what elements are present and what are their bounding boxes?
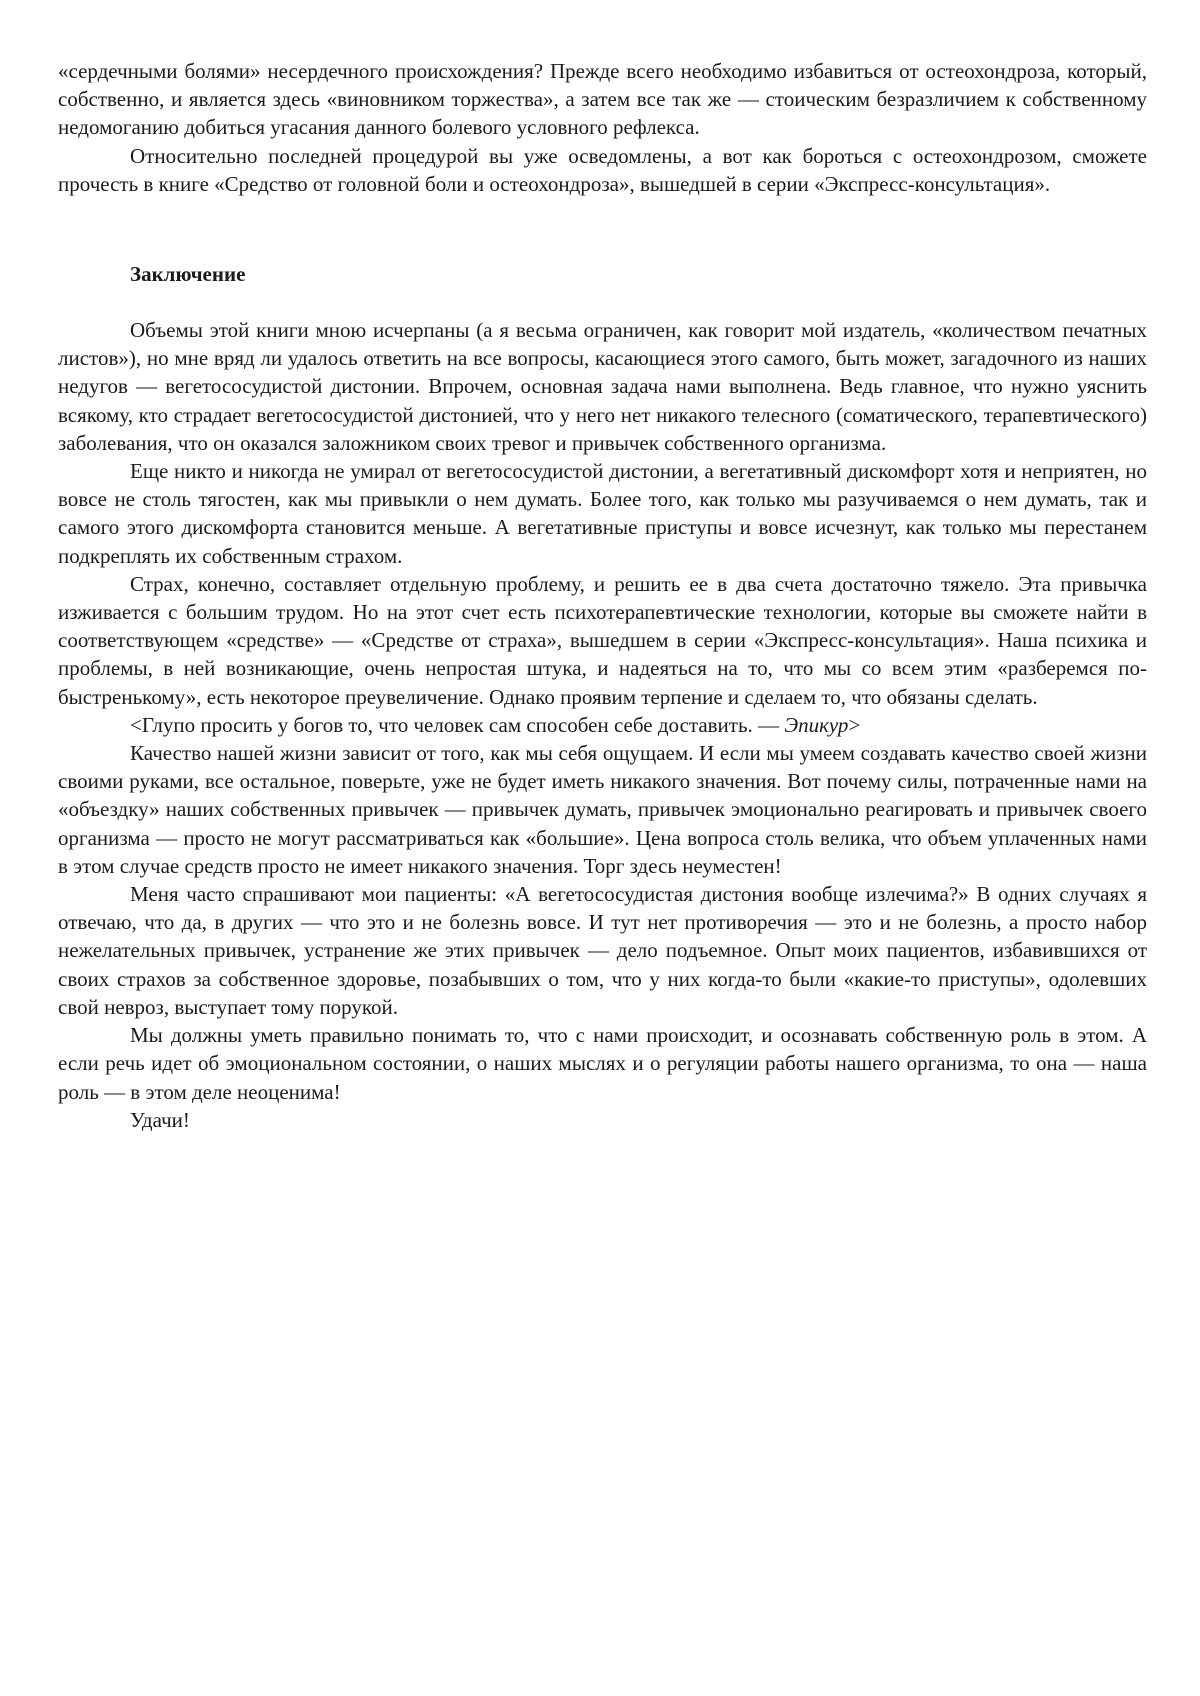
paragraph-our-role: Мы должны уметь правильно понимать то, что с нами происходит, и осознавать собственную роль в этом. А если речь идет об эмоциональном состоянии, о наших мыслях и о регуляции работы нашего организма, то она — наша роль — в этом деле неоценима!	[58, 1023, 1147, 1104]
document-page	[58, 57, 1147, 1134]
paragraph-quality-of-life: Качество нашей жизни зависит от того, как мы себя ощущаем. И если мы умеем создавать качество своей жизни своими руками, все остальное, поверьте, уже не будет иметь никакого значения. Вот почему силы, потраченные нами на «объездку» наших собственных привычек — привычек думать, привычек эмоционально реагировать и привычек своего организма — просто не могут рассматриваться как «большие». Цена вопроса столь велика, что объем уплаченных нами в этом случае средств просто не имеет никакого значения. Торг здесь неуместен!	[58, 741, 1147, 878]
paragraph-no-one-died: Еще никто и никогда не умирал от вегетососудистой дистонии, а вегетативный дискомфорт хотя и неприятен, но вовсе не столь тягостен, как мы привыкли о нем думать. Более того, как только мы разучиваемся о нем думать, так и самого этого дискомфорта становится меньше. А вегетативные приступы и вовсе исчезнут, как только мы перестанем подкреплять их собственным страхом.	[58, 459, 1147, 568]
paragraph-osteochondrosis-reference: Относительно последней процедурой вы уже осведомлены, а вот как бороться с остеохондрозом, сможете прочесть в книге «Средство от головной боли и остеохондроза», вышедшей в серии «Экспресс-консультация».	[58, 143, 1147, 196]
paragraph-patients-question: Меня часто спрашивают мои пациенты: «А вегетососудистая дистония вообще излечима?» В одних случаях я отвечаю, что да, в других — что это и не болезнь вовсе. И тут нет противоречия — это и не болезнь, а просто набор нежелательных привычек, устранение же этих привычек — дело подъемное. Опыт моих пациентов, избавившихся от своих страхов за собственное здоровье, позабывших о том, что у них когда-то были «какие-то приступы», одолевших свой невроз, выступает тому порукой.	[58, 882, 1147, 1019]
closing-line: Удачи!	[130, 1107, 190, 1132]
heading-spacer	[58, 288, 1147, 316]
epicurus-quote	[58, 711, 1147, 739]
paragraph-fear: Страх, конечно, составляет отдельную проблему, и решить ее в два счета достаточно тяжело. Эта привычка изживается с большим трудом. Но на этот счет есть психотерапевтические технологии, которые вы сможете найти в соответствующем «средстве» — «Средстве от страха», вышедшем в серии «Экспресс-консультация». Наша психика и проблемы, в ней возникающие, очень непростая штука, и надеяться на то, что мы со всем этим «разберемся по-быстренькому», есть некоторое преувеличение. Однако проявим терпение и сделаем то, что обязаны сделать.	[58, 571, 1147, 709]
paragraph-book-scope: Объемы этой книги мною исчерпаны (а я весьма ограничен, как говорит мой издатель, «количеством печатных листов»), но мне вряд ли удалось ответить на все вопросы, касающиеся этого самого, быть может, загадочного из наших недугов — вегетососудистой дистонии. Впрочем, основная задача нами выполнена. Ведь главное, что нужно уяснить всякому, кто страдает вегетососудистой дистонией, что у него нет никакого телесного (соматического, терапевтического) заболевания, что он оказался заложником своих тревог и привычек собственного организма.	[58, 318, 1147, 455]
quote-close-bracket: >	[848, 712, 861, 737]
paragraph-intro-continuation: «сердечными болями» несердечного происхождения? Прежде всего необходимо избавиться от остеохондроза, который, собственно, и является здесь «виновником торжества», а затем все так же — стоическим безразличием к собственному недомоганию добиться угасания данного болевого условного рефлекса.	[58, 59, 1147, 140]
quote-author: Эпикур	[784, 712, 849, 737]
section-heading-conclusion: Заключение	[130, 262, 246, 287]
quote-text: Глупо просить у богов то, что человек сам способен себе доставить. —	[141, 712, 785, 737]
quote-open-bracket: <	[130, 712, 142, 737]
